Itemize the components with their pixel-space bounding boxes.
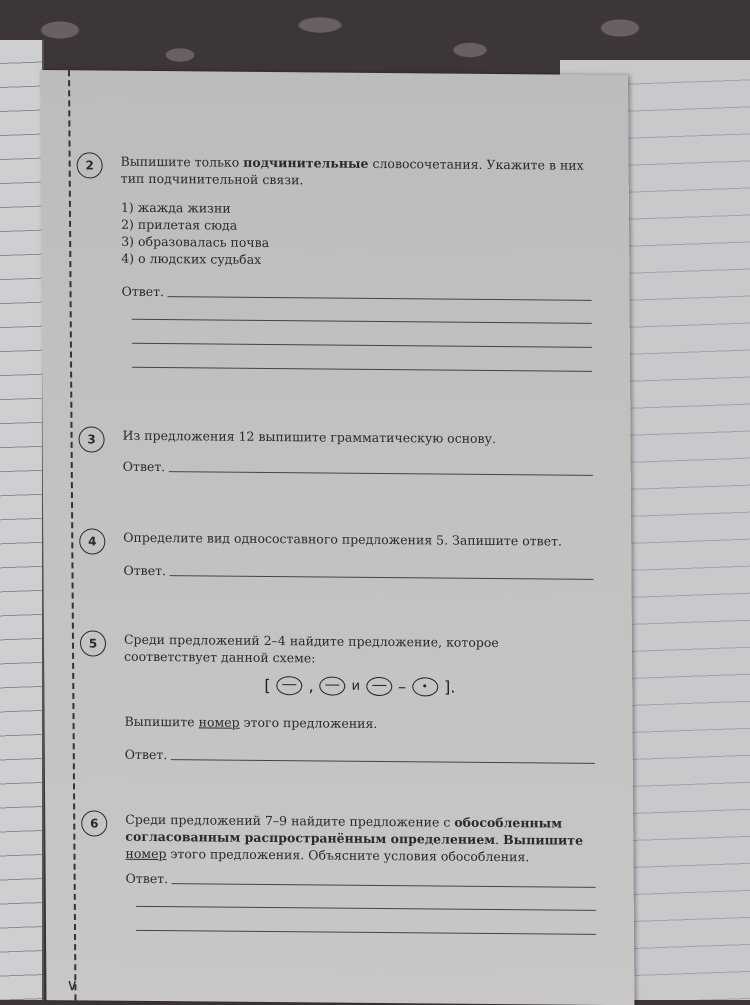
task-text: этого предложения. Объясните условия обособления.: [166, 846, 529, 864]
scheme-conjunction: и: [352, 678, 361, 695]
scheme-dash: –: [398, 678, 406, 695]
cut-line: [68, 70, 76, 1000]
cut-arrow-icon: ∨: [66, 975, 78, 994]
task-body: [122, 427, 592, 480]
sentence-scheme: [264, 676, 455, 697]
answer-row: [123, 458, 593, 480]
answer-label: Ответ.: [126, 870, 169, 887]
task-body: [125, 811, 596, 940]
task-instruction: [124, 713, 594, 734]
answer-row: [123, 562, 593, 584]
subject-oval-icon: [320, 676, 346, 695]
task-3: [78, 426, 618, 431]
task-6: [81, 810, 621, 815]
task-text-underlined: номер: [125, 846, 166, 861]
task-text: Среди предложений 7–9 найдите предложение с: [125, 812, 454, 830]
answer-line[interactable]: [122, 349, 592, 377]
scheme-row: [124, 665, 594, 713]
subject-oval-icon: [276, 676, 302, 695]
answer-line[interactable]: [169, 471, 593, 476]
instruction-underlined: номер: [199, 714, 240, 729]
task-body: [121, 153, 593, 377]
task-text: словосочетания. Укажите в них тип подчинительной связи.: [121, 156, 584, 187]
task-text: .: [495, 832, 503, 847]
task-text: Выпишите только: [121, 154, 244, 170]
task-number: 2: [77, 152, 103, 178]
task-2: [77, 152, 617, 157]
answer-line[interactable]: [170, 575, 594, 580]
option-item: 3) образовалась почва: [121, 233, 591, 254]
task-text: Из предложения 12 выпишите грамматическую основу.: [122, 428, 495, 446]
option-item: 2) прилетая сюда: [121, 216, 591, 237]
answer-line[interactable]: [171, 759, 595, 764]
answer-label: Ответ.: [125, 746, 168, 763]
task-text-bold: подчинительные: [243, 155, 368, 171]
answer-line[interactable]: [126, 912, 596, 940]
scheme-bracket-close: ].: [444, 679, 455, 696]
task-4: [79, 528, 619, 533]
task-text: Среди предложений 2–4 найдите предложение, которое соответствует данной схеме:: [124, 632, 499, 666]
answer-label: Ответ.: [121, 283, 164, 300]
task-5: [80, 630, 620, 635]
task-text: Определите вид односоставного предложения 5. Запишите ответ.: [123, 530, 562, 549]
worksheet-page: [40, 70, 634, 1005]
answer-line[interactable]: [168, 296, 592, 301]
options-list: [121, 199, 591, 271]
answer-line[interactable]: [172, 883, 596, 888]
answer-label: Ответ.: [123, 562, 166, 579]
scheme-comma: ,: [308, 677, 313, 694]
scheme-bracket-open: [: [264, 677, 270, 694]
task-text-bold: обособленным согласованным распространённым определением: [125, 815, 562, 847]
left-notebook-page: [0, 40, 44, 1000]
task-body: [124, 631, 595, 768]
option-item: 4) о людских судьбах: [121, 250, 591, 271]
predicate-oval-icon: [412, 677, 438, 696]
task-number: 5: [80, 630, 106, 656]
subject-oval-icon: [366, 677, 392, 696]
task-number: 3: [78, 426, 104, 452]
task-number: 6: [81, 810, 107, 836]
task-number: 4: [79, 528, 105, 554]
option-item: 1) жажда жизни: [121, 199, 591, 220]
task-body: [123, 529, 593, 584]
instruction-text: этого предложения.: [240, 715, 378, 731]
task-text-bold: Выпишите: [503, 832, 583, 848]
answer-row: [125, 746, 595, 768]
answer-label: Ответ.: [123, 458, 166, 475]
instruction-text: Выпишите: [124, 714, 198, 730]
